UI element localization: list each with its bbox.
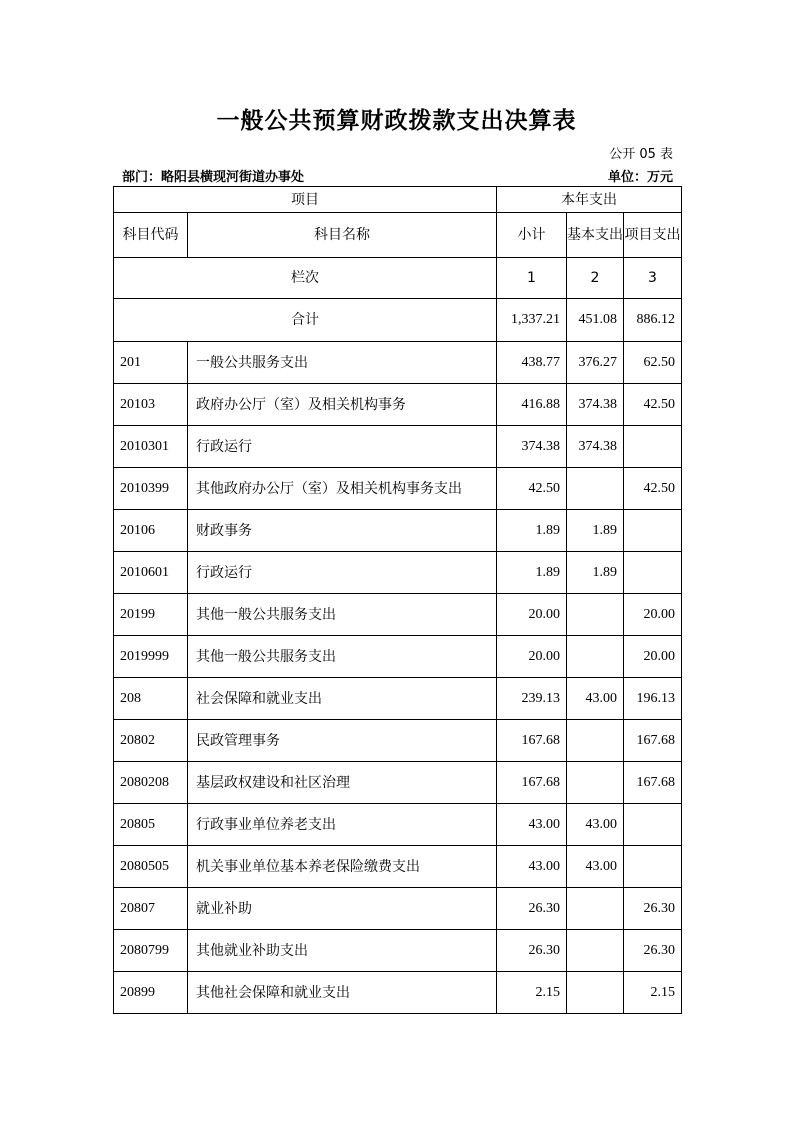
expenditure-table <box>113 186 682 1014</box>
table-row <box>114 930 682 972</box>
row-code: 20199 <box>114 594 188 636</box>
row-code: 2080505 <box>114 846 188 888</box>
row-basic <box>567 888 624 930</box>
total-row <box>114 299 682 342</box>
row-basic: 1.89 <box>567 552 624 594</box>
row-project: 20.00 <box>624 636 682 678</box>
row-project: 62.50 <box>624 342 682 384</box>
table-row <box>114 720 682 762</box>
table-row <box>114 762 682 804</box>
row-code: 2010301 <box>114 426 188 468</box>
row-code: 2010601 <box>114 552 188 594</box>
row-subtotal: 26.30 <box>497 888 567 930</box>
table-row <box>114 678 682 720</box>
row-project <box>624 804 682 846</box>
table-row <box>114 510 682 552</box>
row-code: 2080799 <box>114 930 188 972</box>
row-subtotal: 1.89 <box>497 552 567 594</box>
column-number-1: 1 <box>497 258 567 299</box>
document-title: 一般公共预算财政拨款支出决算表 <box>216 108 577 134</box>
row-code: 201 <box>114 342 188 384</box>
row-code: 2010399 <box>114 468 188 510</box>
row-basic: 374.38 <box>567 384 624 426</box>
row-subtotal: 416.88 <box>497 384 567 426</box>
table-row <box>114 636 682 678</box>
table-row <box>114 804 682 846</box>
table-row <box>114 846 682 888</box>
table-row <box>114 594 682 636</box>
row-basic <box>567 930 624 972</box>
header-basic: 基本支出 <box>567 213 624 258</box>
row-project: 42.50 <box>624 384 682 426</box>
row-subtotal: 43.00 <box>497 804 567 846</box>
row-name: 基层政权建设和社区治理 <box>188 762 497 804</box>
row-name: 行政运行 <box>188 552 497 594</box>
row-subtotal: 20.00 <box>497 636 567 678</box>
row-subtotal: 438.77 <box>497 342 567 384</box>
row-basic <box>567 594 624 636</box>
column-number-label: 栏次 <box>114 258 497 299</box>
row-subtotal: 20.00 <box>497 594 567 636</box>
row-basic: 376.27 <box>567 342 624 384</box>
row-basic: 1.89 <box>567 510 624 552</box>
row-name: 机关事业单位基本养老保险缴费支出 <box>188 846 497 888</box>
row-basic <box>567 762 624 804</box>
row-code: 20807 <box>114 888 188 930</box>
row-name: 其他就业补助支出 <box>188 930 497 972</box>
row-basic: 43.00 <box>567 678 624 720</box>
row-project: 26.30 <box>624 888 682 930</box>
row-basic <box>567 720 624 762</box>
row-subtotal: 1.89 <box>497 510 567 552</box>
row-code: 20805 <box>114 804 188 846</box>
row-subtotal: 239.13 <box>497 678 567 720</box>
row-basic <box>567 972 624 1014</box>
row-project <box>624 510 682 552</box>
table-row <box>114 468 682 510</box>
row-subtotal: 167.68 <box>497 762 567 804</box>
total-project: 886.12 <box>624 299 682 342</box>
row-name: 民政管理事务 <box>188 720 497 762</box>
row-name: 其他一般公共服务支出 <box>188 594 497 636</box>
row-basic: 374.38 <box>567 426 624 468</box>
row-project <box>624 426 682 468</box>
table-row <box>114 972 682 1014</box>
row-name: 其他一般公共服务支出 <box>188 636 497 678</box>
row-code: 20802 <box>114 720 188 762</box>
header-subtotal: 小计 <box>497 213 567 258</box>
table-row <box>114 384 682 426</box>
row-project: 42.50 <box>624 468 682 510</box>
row-name: 一般公共服务支出 <box>188 342 497 384</box>
row-subtotal: 2.15 <box>497 972 567 1014</box>
row-code: 2019999 <box>114 636 188 678</box>
row-code: 208 <box>114 678 188 720</box>
header-project-exp: 项目支出 <box>624 213 682 258</box>
row-name: 就业补助 <box>188 888 497 930</box>
header-name: 科目名称 <box>188 213 497 258</box>
row-subtotal: 42.50 <box>497 468 567 510</box>
header-project: 项目 <box>114 187 497 213</box>
total-basic: 451.08 <box>567 299 624 342</box>
table-row <box>114 342 682 384</box>
row-code: 20106 <box>114 510 188 552</box>
row-project <box>624 552 682 594</box>
row-name: 其他社会保障和就业支出 <box>188 972 497 1014</box>
row-name: 其他政府办公厅（室）及相关机构事务支出 <box>188 468 497 510</box>
row-project: 196.13 <box>624 678 682 720</box>
row-project: 2.15 <box>624 972 682 1014</box>
row-name: 行政运行 <box>188 426 497 468</box>
department-label: 部门：略阳县横现河街道办事处 <box>122 170 305 185</box>
row-subtotal: 167.68 <box>497 720 567 762</box>
row-project: 20.00 <box>624 594 682 636</box>
row-subtotal: 43.00 <box>497 846 567 888</box>
table-row <box>114 888 682 930</box>
row-code: 20899 <box>114 972 188 1014</box>
row-project: 167.68 <box>624 762 682 804</box>
row-basic <box>567 636 624 678</box>
row-code: 2080208 <box>114 762 188 804</box>
column-number-2: 2 <box>567 258 624 299</box>
row-basic <box>567 468 624 510</box>
row-subtotal: 374.38 <box>497 426 567 468</box>
row-name: 社会保障和就业支出 <box>188 678 497 720</box>
row-basic: 43.00 <box>567 846 624 888</box>
total-label: 合计 <box>114 299 497 342</box>
row-name: 财政事务 <box>188 510 497 552</box>
table-row <box>114 426 682 468</box>
row-project <box>624 846 682 888</box>
row-project: 167.68 <box>624 720 682 762</box>
row-code: 20103 <box>114 384 188 426</box>
row-name: 行政事业单位养老支出 <box>188 804 497 846</box>
table-row <box>114 552 682 594</box>
total-subtotal: 1,337.21 <box>497 299 567 342</box>
row-name: 政府办公厅（室）及相关机构事务 <box>188 384 497 426</box>
unit-label: 单位：万元 <box>607 170 673 185</box>
header-current-year: 本年支出 <box>497 187 682 213</box>
row-subtotal: 26.30 <box>497 930 567 972</box>
row-project: 26.30 <box>624 930 682 972</box>
column-number-3: 3 <box>624 258 682 299</box>
row-basic: 43.00 <box>567 804 624 846</box>
form-number: 公开 05 表 <box>609 147 673 162</box>
header-code: 科目代码 <box>114 213 188 258</box>
